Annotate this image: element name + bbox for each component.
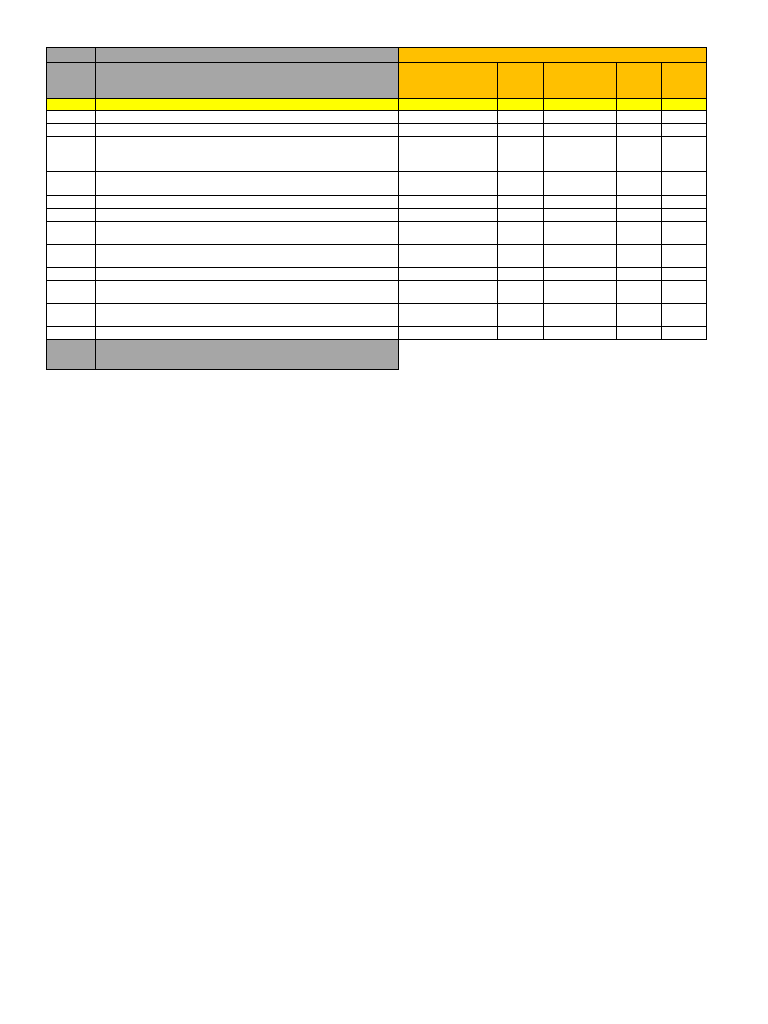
answer-cell[interactable] xyxy=(662,137,707,172)
answer-cell[interactable] xyxy=(662,222,707,245)
separator-cell xyxy=(47,99,96,111)
answer-cell[interactable] xyxy=(617,172,662,196)
question-number xyxy=(47,304,96,327)
answer-cell[interactable] xyxy=(399,172,498,196)
question-number xyxy=(47,268,96,281)
answer-cell[interactable] xyxy=(399,124,498,137)
answer-cell[interactable] xyxy=(617,245,662,268)
question-text xyxy=(96,245,399,268)
answer-cell[interactable] xyxy=(617,304,662,327)
answer-header-0 xyxy=(662,63,707,99)
table-row xyxy=(47,196,707,209)
wynik-row xyxy=(47,340,707,370)
wynik-label xyxy=(47,340,96,370)
header-row-odpowiedzi xyxy=(47,48,707,63)
answer-cell[interactable] xyxy=(544,111,617,124)
separator-cell xyxy=(662,99,707,111)
question-number xyxy=(47,327,96,340)
answer-cell[interactable] xyxy=(662,124,707,137)
separator-cell xyxy=(617,99,662,111)
answer-cell[interactable] xyxy=(399,268,498,281)
table-row xyxy=(47,304,707,327)
answer-cell[interactable] xyxy=(498,327,544,340)
answer-cell[interactable] xyxy=(399,209,498,222)
separator-cell xyxy=(498,99,544,111)
answer-header-3 xyxy=(498,63,544,99)
answer-cell[interactable] xyxy=(617,196,662,209)
table-row xyxy=(47,245,707,268)
answer-cell[interactable] xyxy=(544,327,617,340)
answer-cell[interactable] xyxy=(399,196,498,209)
answer-cell[interactable] xyxy=(662,209,707,222)
table-row xyxy=(47,327,707,340)
answer-cell[interactable] xyxy=(662,327,707,340)
question-text xyxy=(96,304,399,327)
column-header-lp xyxy=(47,63,96,99)
answer-cell[interactable] xyxy=(617,137,662,172)
answer-cell[interactable] xyxy=(498,268,544,281)
header-blank xyxy=(47,48,96,63)
answer-cell[interactable] xyxy=(498,209,544,222)
separator-cell xyxy=(399,99,498,111)
answer-cell[interactable] xyxy=(399,327,498,340)
answers-group-header xyxy=(399,48,707,63)
table-row xyxy=(47,268,707,281)
answer-cell[interactable] xyxy=(399,111,498,124)
question-number xyxy=(47,124,96,137)
question-text xyxy=(96,124,399,137)
question-number xyxy=(47,196,96,209)
question-number xyxy=(47,209,96,222)
column-header-pytanie xyxy=(96,63,399,99)
questionnaire-table-page1 xyxy=(46,47,707,370)
answer-cell[interactable] xyxy=(662,196,707,209)
table-row xyxy=(47,222,707,245)
zero-value xyxy=(96,99,399,111)
answer-cell[interactable] xyxy=(544,209,617,222)
answer-cell[interactable] xyxy=(617,209,662,222)
question-number xyxy=(47,245,96,268)
answer-cell[interactable] xyxy=(662,172,707,196)
question-text xyxy=(96,196,399,209)
answer-cell[interactable] xyxy=(544,268,617,281)
answer-cell[interactable] xyxy=(662,281,707,304)
answer-cell[interactable] xyxy=(617,281,662,304)
answer-cell[interactable] xyxy=(399,245,498,268)
answer-cell[interactable] xyxy=(399,281,498,304)
answer-cell[interactable] xyxy=(399,137,498,172)
answer-cell[interactable] xyxy=(399,222,498,245)
answer-cell[interactable] xyxy=(498,111,544,124)
question-text xyxy=(96,137,399,172)
answer-cell[interactable] xyxy=(544,304,617,327)
answer-cell[interactable] xyxy=(544,245,617,268)
answer-cell[interactable] xyxy=(498,172,544,196)
table-row xyxy=(47,209,707,222)
answer-cell[interactable] xyxy=(498,196,544,209)
answer-cell[interactable] xyxy=(617,268,662,281)
answer-cell[interactable] xyxy=(544,222,617,245)
question-number xyxy=(47,111,96,124)
answer-cell[interactable] xyxy=(544,137,617,172)
answer-cell[interactable] xyxy=(498,137,544,172)
question-text xyxy=(96,327,399,340)
wynik-dots xyxy=(96,340,399,370)
question-text xyxy=(96,111,399,124)
question-text xyxy=(96,172,399,196)
answer-cell[interactable] xyxy=(498,222,544,245)
question-text xyxy=(96,268,399,281)
answer-cell[interactable] xyxy=(662,268,707,281)
answer-cell[interactable] xyxy=(399,304,498,327)
question-number xyxy=(47,222,96,245)
answer-cell[interactable] xyxy=(662,111,707,124)
answer-cell[interactable] xyxy=(617,222,662,245)
question-text xyxy=(96,222,399,245)
table-row xyxy=(47,124,707,137)
question-number xyxy=(47,281,96,304)
answer-cell[interactable] xyxy=(544,124,617,137)
table-row xyxy=(47,137,707,172)
answer-cell[interactable] xyxy=(498,245,544,268)
answer-cell[interactable] xyxy=(544,281,617,304)
table-row xyxy=(47,111,707,124)
zero-row xyxy=(47,99,707,111)
table-row xyxy=(47,172,707,196)
answer-cell[interactable] xyxy=(617,111,662,124)
answer-cell[interactable] xyxy=(617,327,662,340)
answer-header-2 xyxy=(544,63,617,99)
question-text xyxy=(96,281,399,304)
answer-cell[interactable] xyxy=(498,304,544,327)
answer-cell[interactable] xyxy=(544,196,617,209)
answer-cell[interactable] xyxy=(617,124,662,137)
question-number xyxy=(47,137,96,172)
answer-cell[interactable] xyxy=(662,245,707,268)
answer-cell[interactable] xyxy=(498,281,544,304)
separator-cell xyxy=(544,99,617,111)
header-blank xyxy=(96,48,399,63)
answer-cell[interactable] xyxy=(498,124,544,137)
answer-header-1 xyxy=(617,63,662,99)
question-text xyxy=(96,209,399,222)
answer-cell[interactable] xyxy=(662,304,707,327)
header-row-columns xyxy=(47,63,707,99)
answer-header-4 xyxy=(399,63,498,99)
answer-cell[interactable] xyxy=(544,172,617,196)
table-row xyxy=(47,281,707,304)
question-number xyxy=(47,172,96,196)
